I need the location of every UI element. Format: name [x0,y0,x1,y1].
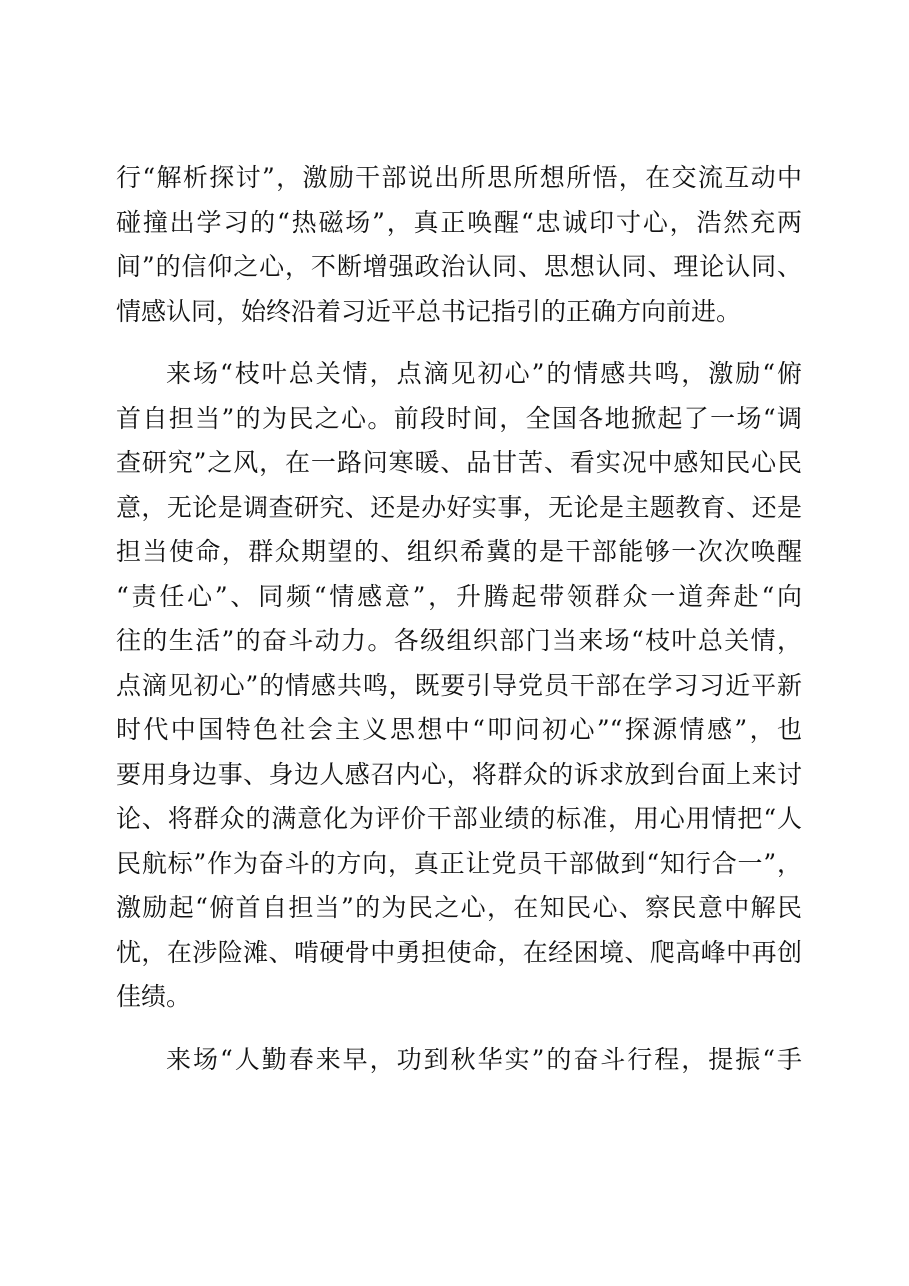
body-text [116,156,802,1082]
paragraph-3 [116,1038,802,1083]
text-line: 首自担当”的为民之心。前段时间，全国各地掀起了一场“调 [116,403,802,433]
text-line: 查研究”之风，在一路问寒暖、品甘苦、看实况中感知民心民 [116,448,802,477]
paragraph-spacer [116,1020,802,1038]
paragraph-2 [116,352,802,1020]
text-line: 论、将群众的满意化为评价干部业绩的标准，用心用情把“人 [116,804,802,833]
text-line: 要用身边事、身边人感召内心，将群众的诉求放到台面上来讨 [116,759,802,789]
text-line: 佳绩。 [116,982,192,1011]
text-line: 时代中国特色社会主义思想中“叩问初心”“探源情感”，也 [116,715,802,744]
text-line: 碰撞出学习的“热磁场”，真正唤醒“忠诚印寸心，浩然充两 [116,207,802,237]
paragraph-1 [116,156,802,334]
text-line: 间”的信仰之心，不断增强政治认同、思想认同、理论认同、 [116,252,802,281]
text-line: “责任心”、同频“情感意”，升腾起带领群众一道奔赴“向 [116,581,802,611]
text-line: 行“解析探讨”，激励干部说出所思所想所悟，在交流互动中 [116,163,802,192]
text-line: 来场“枝叶总关情，点滴见初心”的情感共鸣，激励“俯 [166,359,802,388]
text-line: 往的生活”的奋斗动力。各级组织部门当来场“枝叶总关情， [116,626,802,655]
text-line: 忧，在涉险滩、啃硬骨中勇担使命，在经困境、爬高峰中再创 [116,937,802,967]
paragraph-spacer [116,334,802,352]
text-line: 来场“人勤春来早，功到秋华实”的奋斗行程，提振“手 [166,1044,802,1074]
text-line: 担当使命，群众期望的、组织希冀的是干部能够一次次唤醒 [116,537,802,566]
text-line: 意，无论是调查研究、还是办好实事，无论是主题教育、还是 [116,492,802,522]
text-line: 点滴见初心”的情感共鸣，既要引导党员干部在学习习近平新 [116,670,802,700]
text-line: 激励起“俯首自担当”的为民之心，在知民心、察民意中解民 [116,893,802,922]
text-line: 民航标”作为奋斗的方向，真正让党员干部做到“知行合一”， [116,848,802,878]
text-line: 情感认同，始终沿着习近平总书记指引的正确方向前进。 [116,296,742,326]
